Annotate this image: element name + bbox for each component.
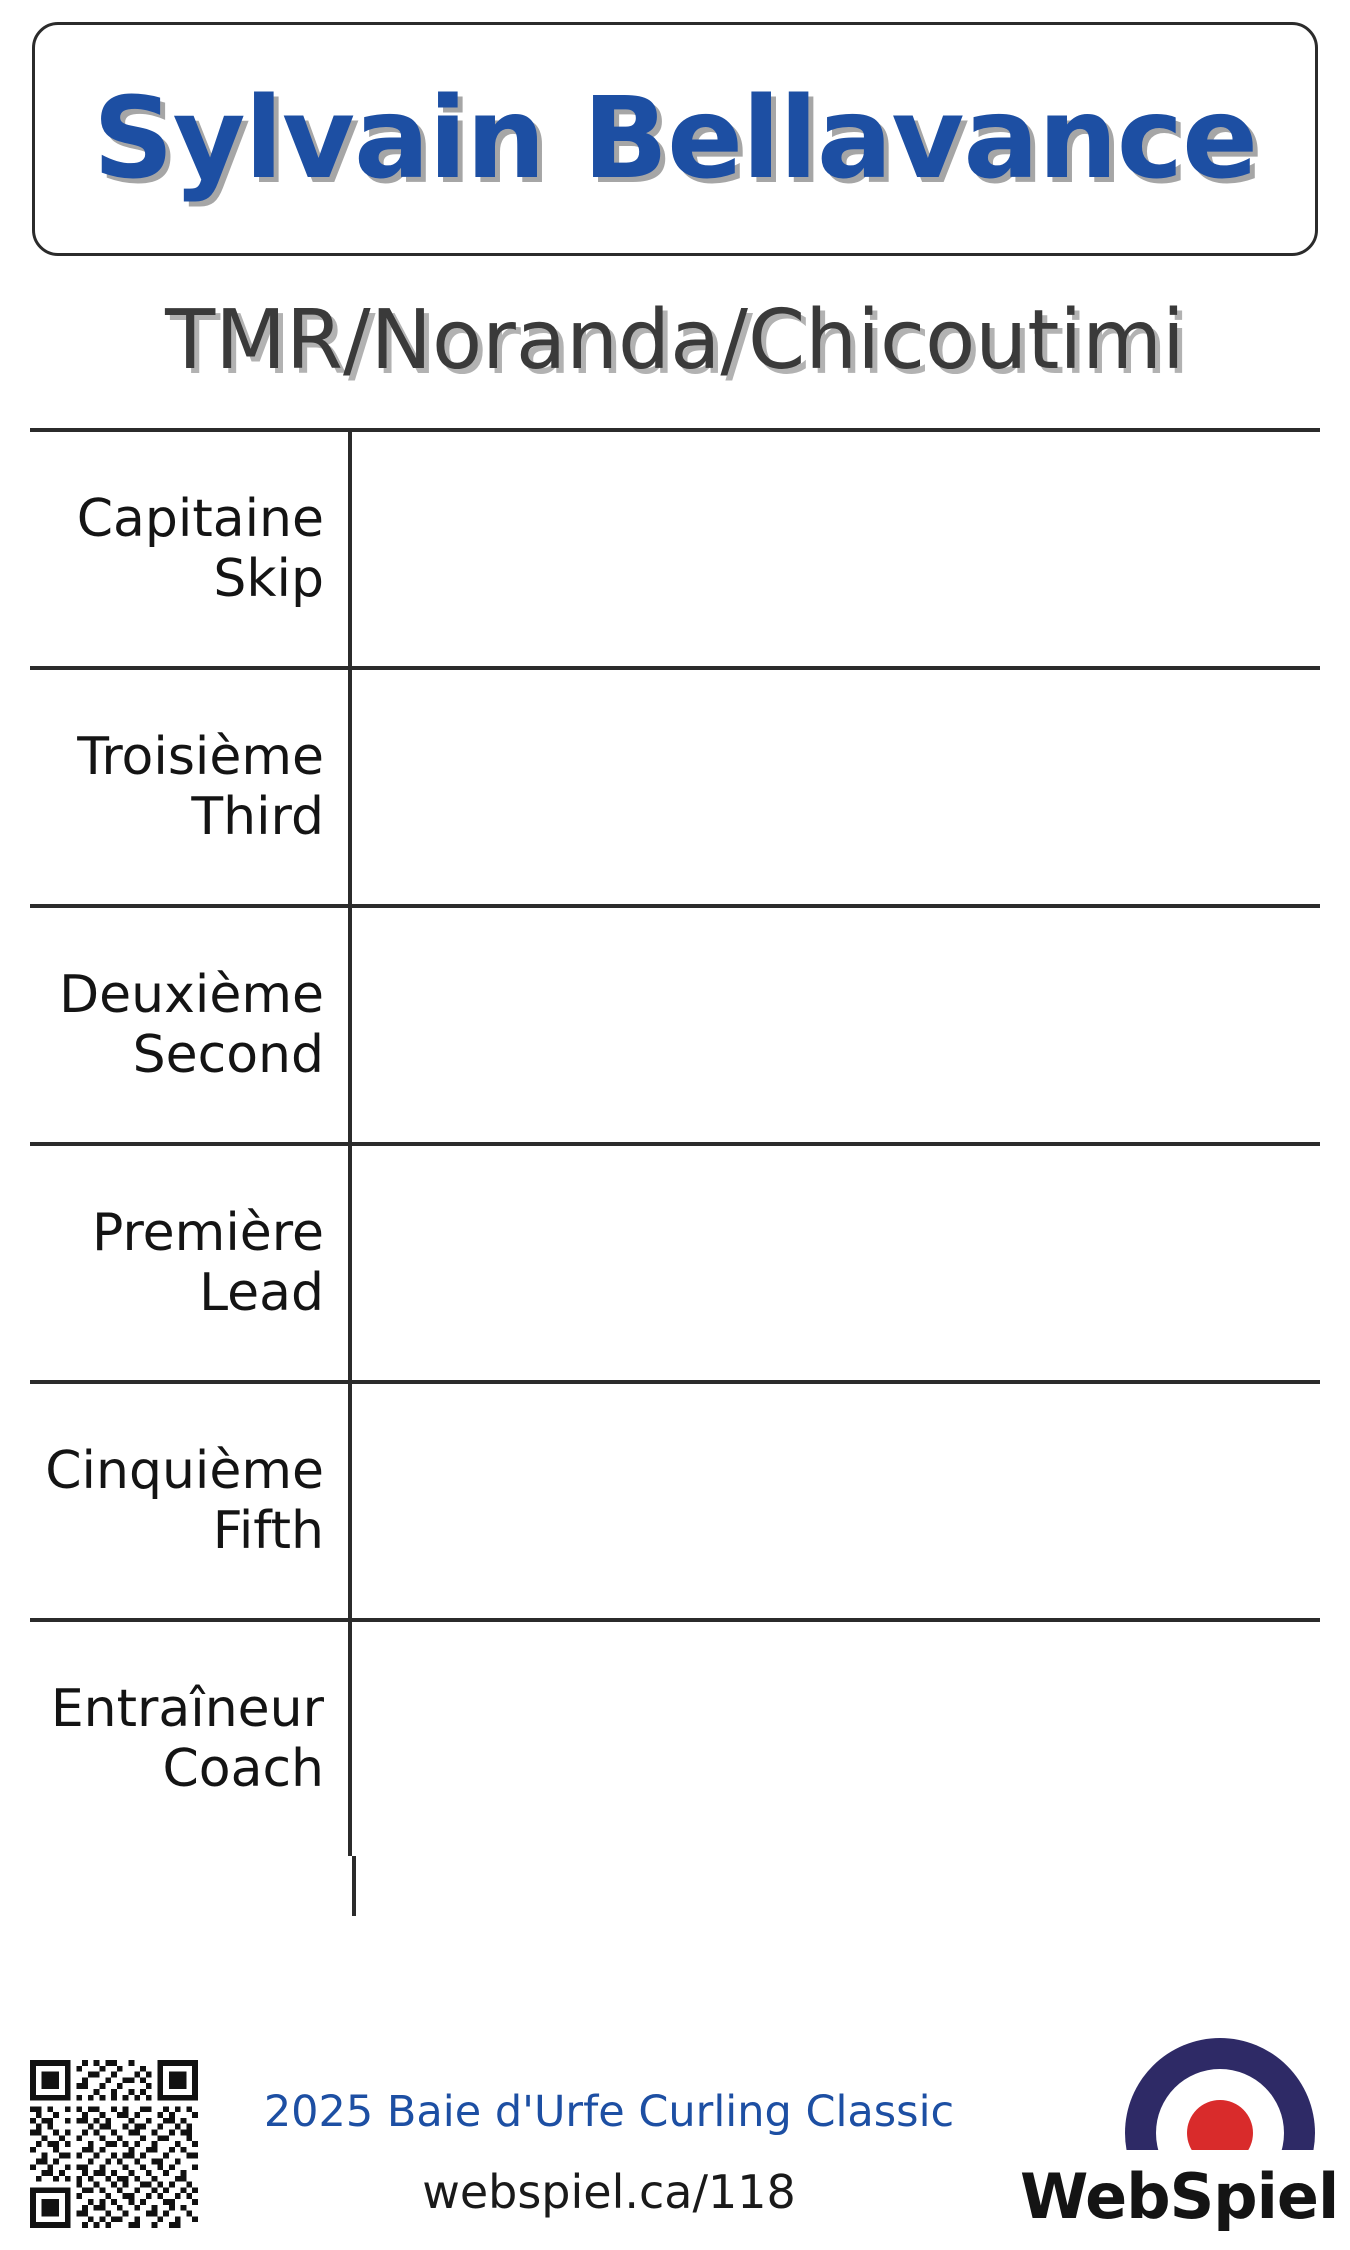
role-label-en: Third (191, 787, 324, 847)
player-name-field[interactable] (352, 908, 1320, 1142)
club-subtitle: TMR/Noranda/Chicoutimi (165, 293, 1185, 388)
role-label-fr: Troisième (77, 726, 324, 787)
table-row (30, 1618, 1320, 1856)
player-name-field[interactable] (352, 1146, 1320, 1380)
player-name-field[interactable] (352, 432, 1320, 666)
table-row (30, 1142, 1320, 1380)
table-row (30, 1380, 1320, 1618)
role-label-en: Lead (199, 1263, 324, 1323)
brand-name: WebSpiel (1020, 2160, 1339, 2233)
role-label-en: Coach (162, 1739, 324, 1799)
curling-house-rings-icon (1125, 2038, 1315, 2150)
role-cell (30, 1622, 352, 1856)
role-cell (30, 432, 352, 666)
table-row (30, 904, 1320, 1142)
role-label-fr: Cinquième (45, 1440, 324, 1501)
role-label-en: Fifth (212, 1501, 324, 1561)
player-name-field[interactable] (352, 670, 1320, 904)
role-cell (30, 908, 352, 1142)
player-name-field[interactable] (352, 1622, 1320, 1856)
footer-text (198, 2087, 1020, 2228)
table-divider (352, 1856, 356, 1916)
table-row (30, 428, 1320, 666)
brand-logo[interactable] (1020, 2038, 1339, 2233)
event-name: 2025 Baie d'Urfe Curling Classic (263, 2087, 955, 2138)
player-name-box (32, 22, 1318, 256)
role-label-fr: Deuxième (59, 964, 324, 1025)
role-label-fr: Capitaine (76, 488, 324, 549)
role-cell (30, 1146, 352, 1380)
qr-code-icon[interactable] (30, 2060, 198, 2228)
player-name-field[interactable] (352, 1384, 1320, 1618)
role-label-en: Second (132, 1025, 324, 1085)
role-label-fr: Première (92, 1202, 324, 1263)
role-cell (30, 1384, 352, 1618)
event-url[interactable]: webspiel.ca/118 (422, 2164, 796, 2219)
role-label-fr: Entraîneur (50, 1678, 324, 1739)
page-title: Sylvain Bellavance (92, 74, 1258, 204)
table-row (30, 666, 1320, 904)
roster-table (30, 428, 1320, 1856)
role-cell (30, 670, 352, 904)
role-label-en: Skip (213, 549, 324, 609)
card-footer (30, 2028, 1339, 2233)
